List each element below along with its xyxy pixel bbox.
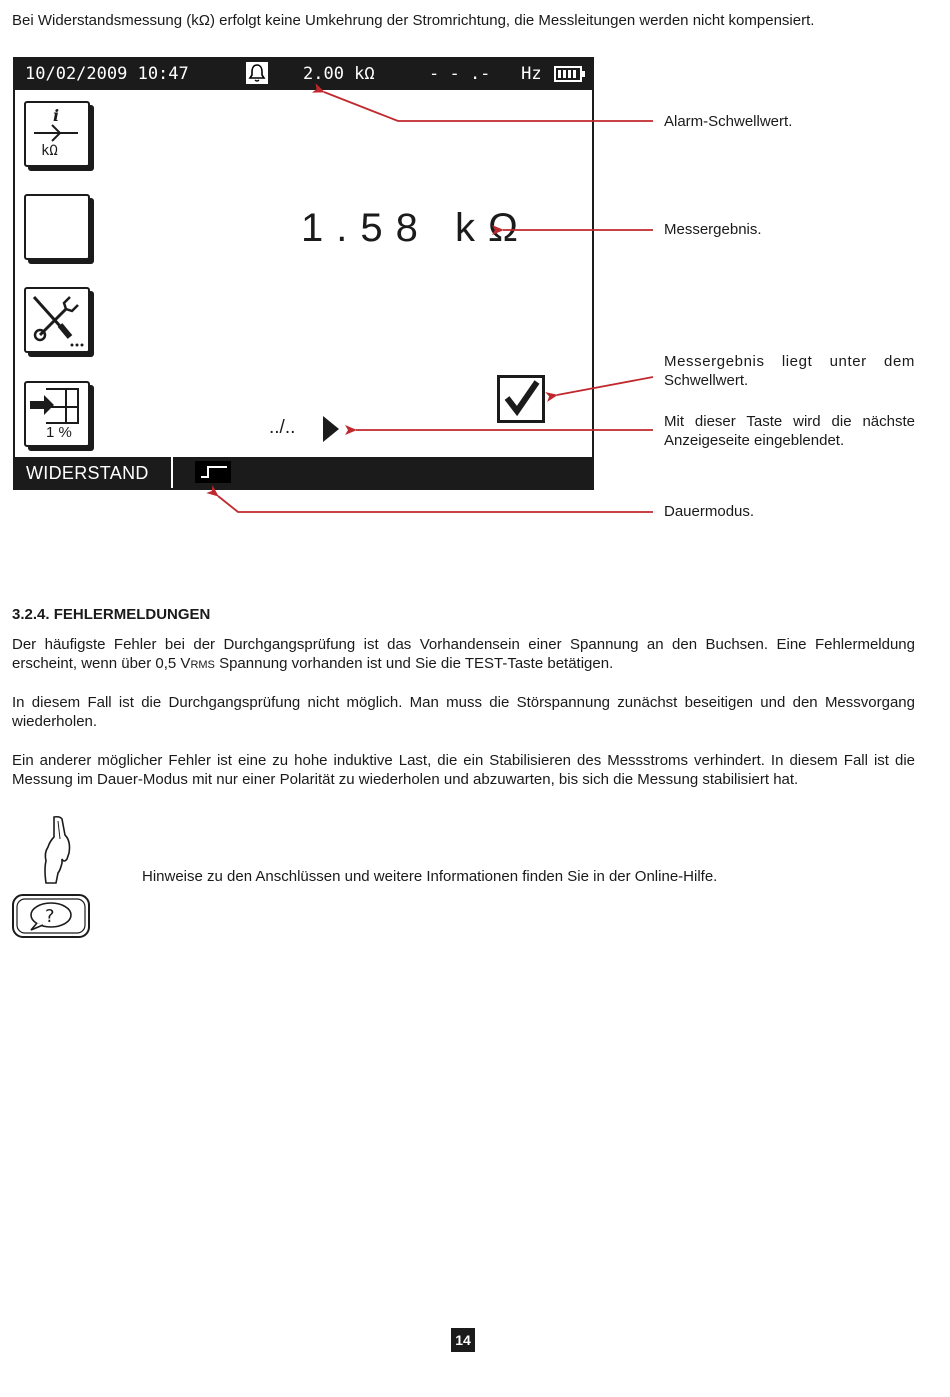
svg-text:i: i [53,106,60,125]
arrow-below-threshold [557,377,653,395]
datetime: 10/02/2009 10:47 [25,64,189,84]
key-unit-label: kΩ [41,143,58,159]
paragraph-2: In diesem Fall ist die Durchgangsprüfung nicht möglich. Man muss die Störspannung zunächst beseitigen und den Messvorgang wiederholen. [12,694,915,730]
paragraph-3: Ein anderer möglicher Fehler ist eine zu hohe induktive Last, die ein Stabilisieren des Messstroms verhindert. In diesem Fall ist die Messung im Dauer-Modus mit nur einer Polarität zu wiederholen und abzuwarten, bis sich die Messung stabilisiert hat. [12,752,915,788]
callout-arrows [0,0,950,560]
label-continuous-mode: Dauermodus. [664,503,755,520]
frequency: - - .- Hz [429,64,542,84]
page-number: 14 [451,1328,475,1352]
label-below-threshold: Messergebnis liegt unter dem Schwellwert. [664,353,915,389]
svg-text:?: ? [45,906,55,927]
page-indicator: ../.. [269,417,296,438]
label-alarm-threshold: Alarm-Schwellwert. [664,113,793,130]
section-heading: 3.2.4. FEHLERMELDUNGEN [12,606,211,623]
help-question-icon [11,893,91,939]
label-next-page: Mit dieser Taste wird die nächste Anzeigeseite eingeblendet. [664,413,915,449]
measurement-result: 1.58 kΩ [301,206,531,250]
memory-percent: 1 % [46,424,72,441]
paragraph-1: Der häufigste Fehler bei der Durchgangsprüfung ist das Vorhandensein einer Spannung an den Buchsen. Eine Fehlermeldung erscheint, wenn über 0,5 VRMS Spannung vorhanden ist und Sie die TEST-Taste betätigen. [12,636,915,672]
arrow-continuous [218,496,653,512]
label-result: Messergebnis. [664,221,762,238]
alarm-threshold: 2.00 kΩ [303,64,375,84]
mode-label: WIDERSTAND [26,463,149,483]
intro-text: Bei Widerstandsmessung (kΩ) erfolgt keine Umkehrung der Stromrichtung, die Messleitungen werden nicht kompensiert. [12,12,815,29]
pointing-hand-icon [38,815,74,887]
arrow-alarm [324,92,653,121]
help-note: Hinweise zu den Anschlüssen und weitere Informationen finden Sie in der Online-Hilfe. [142,868,718,885]
